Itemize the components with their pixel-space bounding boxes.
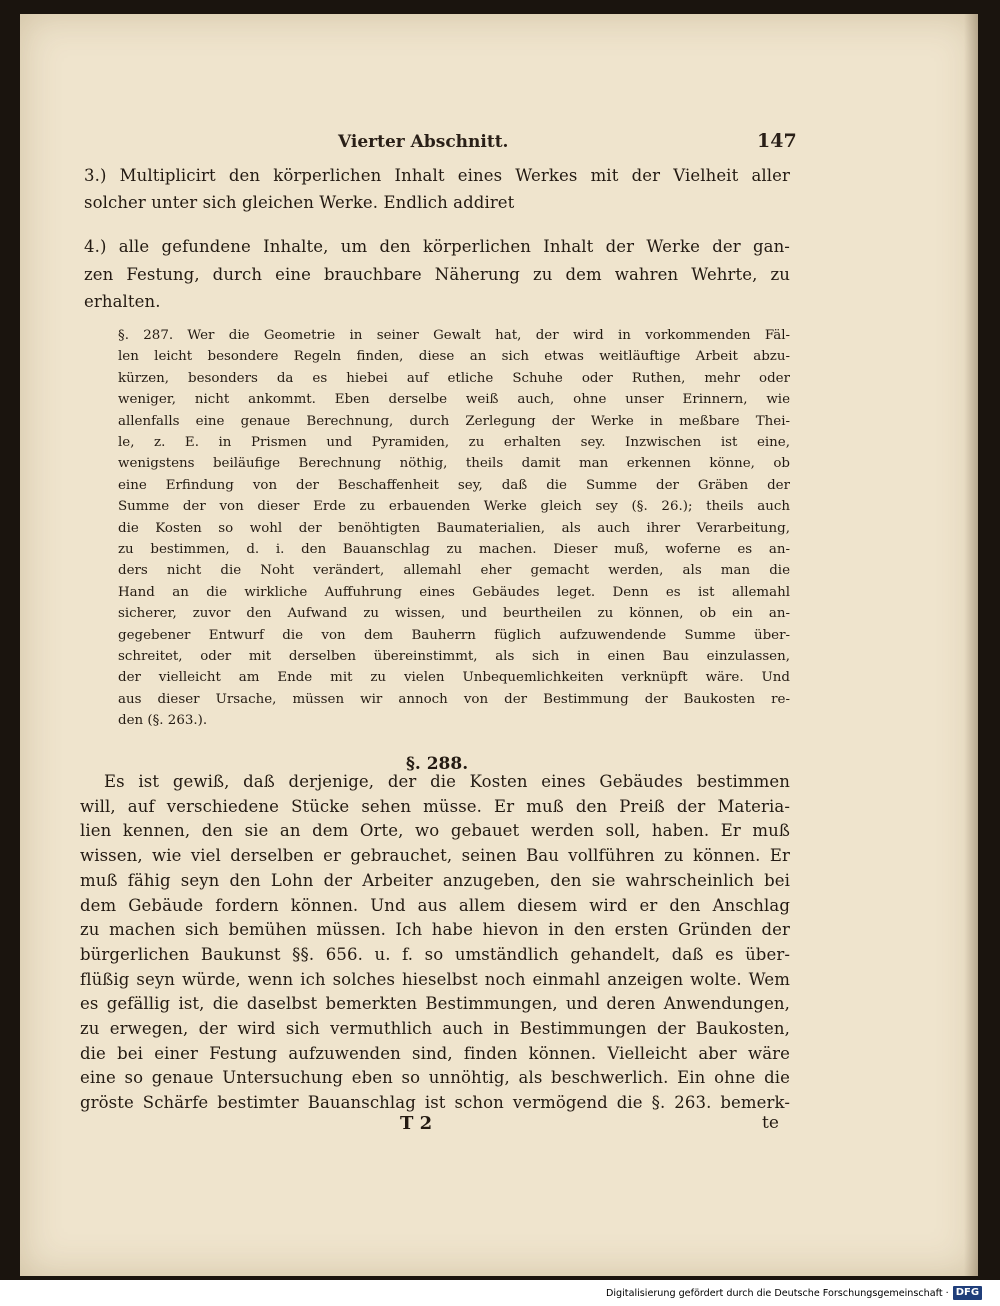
text-line: gegebener Entwurf die von dem Bauherrn füglich aufzuwendende Summe über- xyxy=(118,627,790,643)
text-line: Hand an die wirkliche Auffuhrung eines Gebäudes leget. Denn es ist allemahl xyxy=(118,584,790,600)
text-line: zen Festung, durch eine brauchbare Näherung zu dem wahren Wehrte, zu xyxy=(84,264,790,284)
text-line: den (§. 263.). xyxy=(118,713,208,729)
catchword: te xyxy=(762,1113,779,1133)
text-line: solcher unter sich gleichen Werke. Endlich addiret xyxy=(84,192,515,212)
page-number: 147 xyxy=(757,130,797,152)
text-line: die bei einer Festung aufzuwenden sind, finden können. Vielleicht aber wäre xyxy=(80,1043,790,1063)
text-line: wenigstens beiläufige Berechnung nöthig, theils damit man erkennen könne, ob xyxy=(118,456,790,472)
text-line: schreitet, oder mit derselben übereinstimmt, als sich in einen Bau einzulassen, xyxy=(118,649,790,664)
text-line: dem Gebäude fordern können. Und aus allem diesem wird er den Anschlag xyxy=(80,895,790,915)
credit-text: Digitalisierung gefördert durch die Deutsche Forschungsgemeinschaft · xyxy=(606,1287,949,1299)
text-line: wissen, wie viel derselben er gebrauchet, seinen Bau vollführen zu können. Er xyxy=(80,846,790,866)
section-288-heading: §. 288. xyxy=(406,754,469,774)
text-line: kürzen, besonders da es hiebei auf etliche Schuhe oder Ruthen, mehr oder xyxy=(118,370,790,386)
book-page xyxy=(20,14,978,1276)
text-line: gröste Schärfe bestimter Bauanschlag ist schon vermögend die §. 263. bemerk- xyxy=(80,1093,790,1113)
text-line: eine Erfindung von der Beschaffenheit sey, daß die Summe der Gräben der xyxy=(118,477,790,493)
text-line: weniger, nicht ankommt. Eben derselbe weiß auch, ohne unser Erinnern, wie xyxy=(118,392,790,408)
text-line: len leicht besondere Regeln finden, diese an sich etwas weitläuftige Arbeit abzu- xyxy=(118,349,790,365)
text-line: 3.) Multiplicirt den körperlichen Inhalt eines Werkes mit der Vielheit aller xyxy=(84,166,790,185)
text-line: zu bestimmen, d. i. den Bauanschlag zu machen. Dieser muß, woferne es an- xyxy=(118,542,790,557)
text-line: muß fähig seyn den Lohn der Arbeiter anzugeben, den sie wahrscheinlich bei xyxy=(80,870,790,890)
text-line: aus dieser Ursache, müssen wir annoch von der Bestimmung der Baukosten re- xyxy=(118,691,790,707)
dfg-logo: DFG xyxy=(953,1286,982,1300)
text-line: zu erwegen, der wird sich vermuthlich auch in Bestimmungen der Baukosten, xyxy=(80,1019,790,1038)
running-head: Vierter Abschnitt. xyxy=(338,132,509,152)
text-line: 4.) alle gefundene Inhalte, um den körperlichen Inhalt der Werke der gan- xyxy=(84,237,790,256)
text-line: ders nicht die Noht verändert, allemahl eher gemacht werden, als man die xyxy=(118,563,790,579)
text-line: lien kennen, den sie an dem Orte, wo gebauet werden soll, haben. Er muß xyxy=(80,821,790,841)
text-line: zu machen sich bemühen müssen. Ich habe hievon in den ersten Gründen der xyxy=(80,920,790,940)
text-line: flüßig seyn würde, wenn ich solches hieselbst noch einmahl anzeigen wolte. Wem xyxy=(80,969,790,989)
text-line: bürgerlichen Baukunst §§. 656. u. f. so umständlich gehandelt, daß es über- xyxy=(80,944,790,964)
text-line: der vielleicht am Ende mit zu vielen Unbequemlichkeiten verknüpft wäre. Und xyxy=(118,670,790,686)
digitization-credit xyxy=(606,1283,996,1303)
text-line: Summe der von dieser Erde zu erbauenden Werke gleich sey (§. 26.); theils auch xyxy=(118,499,790,515)
text-line: le, z. E. in Prismen und Pyramiden, zu erhalten sey. Inzwischen ist eine, xyxy=(118,435,790,450)
text-line: eine so genaue Untersuchung eben so unnöhtig, als beschwerlich. Ein ohne die xyxy=(80,1068,790,1088)
text-line: die Kosten so wohl der benöhtigten Baumaterialien, als auch ihrer Verarbeitung, xyxy=(118,520,790,536)
text-line: will, auf verschiedene Stücke sehen müsse. Er muß den Preiß der Materia- xyxy=(80,796,790,816)
text-line: Es ist gewiß, daß derjenige, der die Kosten eines Gebäudes bestimmen xyxy=(104,772,790,791)
signature-mark: T 2 xyxy=(400,1113,433,1134)
text-line: es gefällig ist, die daselbst bemerkten Bestimmungen, und deren Anwendungen, xyxy=(80,994,790,1014)
text-line: sicherer, zuvor den Aufwand zu wissen, und beurtheilen zu können, ob ein an- xyxy=(118,606,790,622)
text-line: erhalten. xyxy=(84,292,161,311)
text-line: allenfalls eine genaue Berechnung, durch Zerlegung der Werke in meßbare Thei- xyxy=(118,413,790,429)
text-line: §. 287. Wer die Geometrie in seiner Gewalt hat, der wird in vorkommenden Fäl- xyxy=(118,328,790,343)
